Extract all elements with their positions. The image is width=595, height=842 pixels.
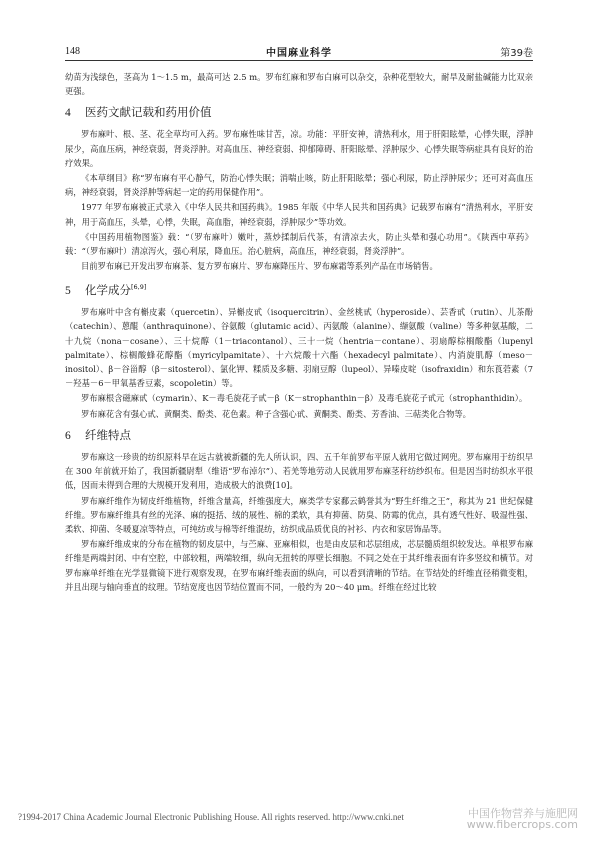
section-number: 4 — [65, 107, 71, 120]
header-rule — [65, 60, 533, 61]
page-number: 148 — [65, 46, 80, 57]
section-number: 6 — [65, 429, 71, 442]
section-title: 化学成分 — [85, 283, 131, 298]
body-paragraph: 1977 年罗布麻被正式录入《中华人民共和国药典》。1985 年版《中华人民共和国药典》记载罗布麻有“清热利水，平肝安神，用于高血压，头晕，心悸，失眠，高血脂，神经衰弱，浮肿尿少”等功效。 — [65, 202, 533, 227]
body-paragraph: 《本草纲目》称“罗布麻有平心静气，防治心悸失眠；消喘止咳，防止肝阳眩晕；强心利尿，防止浮肿尿少；还可对高血压病，神经衰弱，肾炎浮肿等病起一定的药用保健作用”。 — [65, 173, 533, 198]
journal-title: 中国麻业科学 — [266, 48, 332, 59]
body-paragraph: 罗布麻叶、根、茎、花全草均可入药。罗布麻性味甘苦，凉。功能：平肝安神，清热利水，用于肝阳眩晕，心悸失眠，浮肿尿少，高血压病，神经衰弱，肾炎浮肿。对高血压、神经衰弱、抑郁障碍、肝阳眩晕、浮肿尿少、心悸失眠等病症具有良好的治疗效果。 — [65, 129, 533, 168]
watermark: 中国作物营养与施肥网 www.fibercrops.com — [466, 807, 578, 831]
copyright-notice: ?1994-2017 China Academic Journal Electronic Publishing House. All rights reserved. http://www.cnki.net — [18, 812, 404, 822]
body-paragraph: 罗布麻纤维作为韧皮纤维植物，纤维含量高，纤维强度大，麻类学专家鄱云鹤誉其为“野生纤维之王”，称其为 21 世纪保健纤维。罗布麻纤维具有丝的光泽、麻的挺括、绒的展性、棉的柔软，具有抑菌、防臭、防霉的优点，具有透气性好、吸湿性强、柔软、抑菌、冬暖夏凉等特点，可纯纺或与棉等纤维混纺，纺织成品质优良的衬衫、内衣和家居饰品等。 — [65, 495, 533, 534]
section-heading — [65, 280, 533, 299]
body-paragraph: 幼苗为浅绿色，茎高为 1～1.5 m，最高可达 2.5 m。罗布红麻和罗布白麻可以杂交，杂种花型较大，耐旱及耐盐碱能力比双亲更强。 — [65, 72, 533, 97]
body-paragraph: 罗布麻花含有强心甙、黄酮类、酚类、花色素。种子含强心甙、黄酮类、酚类、芳香油、三萜类化合物等。 — [81, 408, 471, 419]
section-title: 医药文献记载和药用价值 — [85, 105, 212, 120]
body-paragraph: 罗布麻纤维成束的分布在植物的韧皮层中，与苎麻、亚麻相似，也是由皮层和芯层组成，芯层髓质组织较发达。单根罗布麻纤维是两端封闭、中有空腔，中部较粗，两端较细，纵向无扭转的厚壁长细胞。不同之处在于其纤维表面有许多竖纹和横节。对罗布麻单纤维在光学显微镜下进行观察发现，在罗布麻纤维表面的纵向，可以看到清晰的节结。在节结处的纤维直径稍微变粗，并且出现与轴向垂直的纹理。节结宽度也因节结位置而不同，一般约为 20～40 μm。纤维在经过比较 — [65, 539, 533, 592]
body-paragraph: 罗布麻根含磁麻甙（cymarin）、K－毒毛旋花子甙－β（K－strophanthin－β）及毒毛旋花子甙元（strophanthidin）。 — [81, 393, 528, 404]
volume-label: 第39卷 — [500, 48, 533, 59]
section-heading — [65, 428, 533, 444]
body-paragraph: 目前罗布麻已开发出罗布麻茶、复方罗布麻片、罗布麻降压片、罗布麻霜等系列产品在市场销售。 — [81, 261, 438, 272]
section-title: 纤维特点 — [85, 427, 131, 442]
section-number: 5 — [65, 285, 71, 298]
page-footer — [18, 807, 578, 831]
body-paragraph: 《中国药用植物图鉴》载：“（罗布麻叶）嫩叶，蒸炒揉制后代茶，有清凉去火，防止头晕和强心功用”。《陕西中草药》载：“（罗布麻叶）清凉泻火，强心利尿，降血压。治心脏病，高血压，神经衰弱，肾炎浮肿”。 — [65, 231, 533, 257]
body-paragraph: 罗布麻这一珍贵的纺织原料早在远古就被新疆的先人所认识，四、五千年前罗布平原人就用它做过网兜。罗布麻用于纺织早在 300 年前就开始了，我国新疆尉犁（维语“罗布淖尔”）、若羌等地劳动人民就用罗布麻茎秆纺纱织布。但是因当时纺织水平很低，因而未得到合理的大规模开发利用，造成极大的浪费[10]。 — [65, 451, 533, 491]
body-paragraph: 罗布麻叶中含有槲皮素（quercetin）、异槲皮甙（isoquercitrin）、金丝桃甙（hyperoside）、芸香甙（rutin）、儿茶酚（catechin）、蒽醌（anthraquinone）、谷氨酸（glutamic acid）、丙氨酸（alanine）、缬氨酸（valine）等多种氨基酸，二十九烷（nona－cosane）、三十烷醇（1－triacontanol）、三十一烷（hentria－contane）、羽扇醇棕榈酸酯（lupenyl palmitate）、棕榈酸蜂花醇酯（myricylpamitate）、十六烷酸十六酯（hexadecyl palmitate）、内消旋肌醇（meso－inositol）、β－谷甾醇（β－sitosterol）、氯化钾、糅质及多糖、羽扇豆醇（lupeol）、异嗪皮啶（isofraxidin）和东莨菪素（7－羟基－6－甲氧基香豆素，scopoletin）等。 — [65, 307, 533, 389]
citation-ref: [6,9] — [131, 283, 147, 292]
page-header — [65, 42, 533, 60]
section-heading — [65, 105, 533, 121]
article-body — [65, 70, 533, 595]
